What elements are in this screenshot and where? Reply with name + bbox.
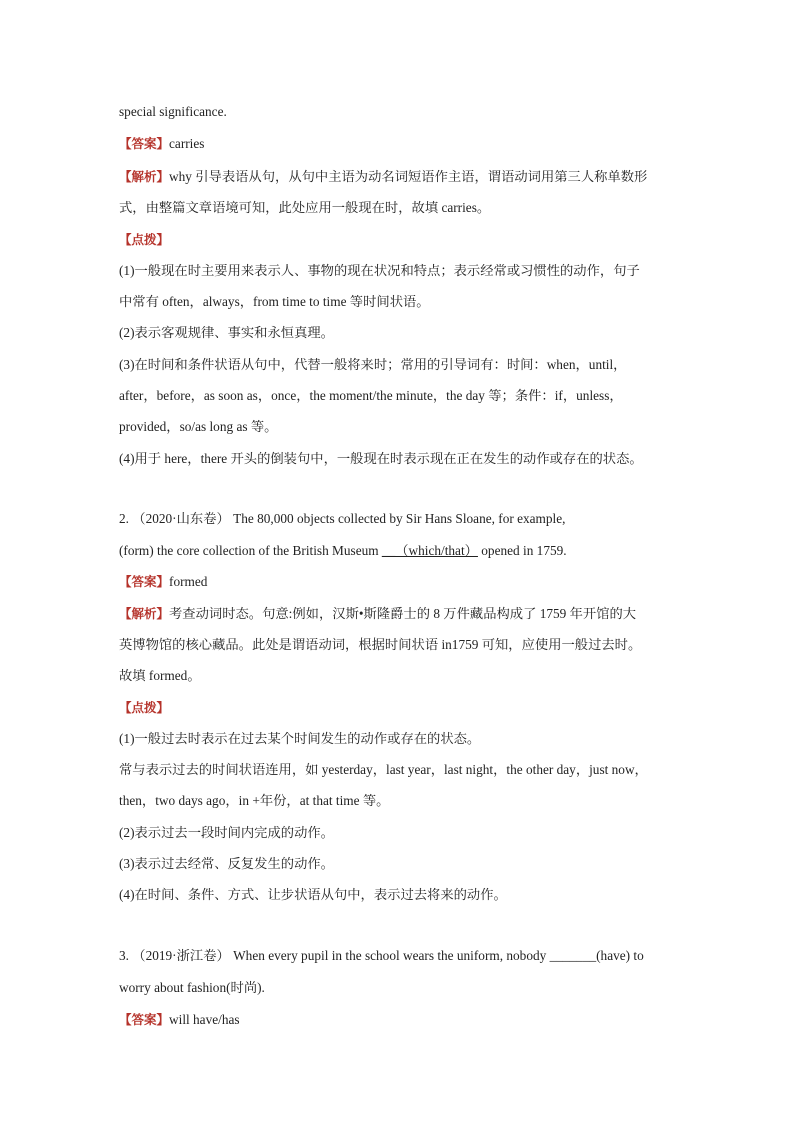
answer-text: formed	[169, 574, 208, 589]
q1-tips-heading	[119, 231, 169, 249]
q2-tip-1: (1)一般过去时表示在过去某个时间发生的动作或存在的状态。	[119, 731, 481, 746]
q3-stem-line-2: worry about fashion(时尚).	[119, 980, 265, 995]
q2-answer	[119, 573, 207, 591]
q2-tip-2: (2)表示过去一段时间内完成的动作。	[119, 825, 334, 840]
q1-analysis-line-2: 式，由整篇文章语境可知，此处应用一般现在时，故填 carries。	[119, 200, 491, 215]
q1-tip-3-line-2: after，before，as soon as，once，the moment/the minute，the day 等；条件：if，unless，	[119, 388, 623, 403]
analysis-text: why 引导表语从句，从句中主语为动名词短语作主语，谓语动词用第三人称单数形	[169, 169, 648, 184]
analysis-tag: 【解析】	[119, 606, 170, 621]
q2-analysis-line-3: 故填 formed。	[119, 668, 201, 683]
q1-tip-3-line-1: (3)在时间和条件状语从句中，代替一般将来时；常用的引导词有：时间：when，until，	[119, 357, 627, 372]
q2-tip-1-line-3: then，two days ago，in +年份，at that time 等。	[119, 793, 390, 808]
q2-stem-line-2	[119, 542, 567, 560]
q2-tip-1-line-2: 常与表示过去的时间状语连用，如 yesterday，last year，last night，the other day，just now，	[119, 762, 648, 777]
q1-tip-2: (2)表示客观规律、事实和永恒真理。	[119, 325, 334, 340]
q1-tip-4: (4)用于 here，there 开头的倒装句中，一般现在时表示现在正在发生的动作或存在的状态。	[119, 451, 643, 466]
q2-tips-heading	[119, 699, 169, 717]
q1-tip-3-line-3: provided，so/as long as 等。	[119, 419, 278, 434]
answer-text: carries	[169, 136, 205, 151]
q1-answer	[119, 135, 204, 153]
answer-tag: 【答案】	[119, 136, 170, 151]
analysis-text: 考查动词时态。句意:例如，汉斯•斯隆爵士的 8 万件藏品构成了 1759 年开馆的大	[169, 606, 637, 621]
q3-stem-line-1: 3. （2019·浙江卷） When every pupil in the school wears the uniform, nobody _______(have) to	[119, 948, 644, 963]
q1-tip-1-line-1: (1)一般现在时主要用来表示人、事物的现在状况和特点；表示经常或习惯性的动作，句子	[119, 263, 640, 278]
answer-tag: 【答案】	[119, 1012, 170, 1027]
q2-stem-part-b: opened in 1759.	[477, 543, 567, 558]
answer-tag: 【答案】	[119, 574, 170, 589]
analysis-tag: 【解析】	[119, 169, 170, 184]
tips-tag: 【点拨】	[119, 700, 170, 715]
q2-blank: __（which/that）	[381, 543, 478, 558]
q3-answer	[119, 1011, 240, 1029]
q2-tip-3: (3)表示过去经常、反复发生的动作。	[119, 856, 334, 871]
q1-stem-tail: special significance.	[119, 104, 227, 119]
q1-analysis-line-1	[119, 168, 647, 186]
q2-stem-part-a: (form) the core collection of the British Museum	[119, 543, 382, 558]
tips-tag: 【点拨】	[119, 232, 170, 247]
q2-stem-line-1: 2. （2020·山东卷） The 80,000 objects collected by Sir Hans Sloane, for example,	[119, 511, 566, 526]
q1-tip-1-line-2: 中常有 often，always，from time to time 等时间状语。	[119, 294, 430, 309]
q2-analysis-line-2: 英博物馆的核心藏品。此处是谓语动词，根据时间状语 in1759 可知，应使用一般过去时。	[119, 637, 642, 652]
answer-text: will have/has	[169, 1012, 240, 1027]
q2-analysis-line-1	[119, 605, 636, 623]
q2-tip-4: (4)在时间、条件、方式、让步状语从句中，表示过去将来的动作。	[119, 887, 507, 902]
